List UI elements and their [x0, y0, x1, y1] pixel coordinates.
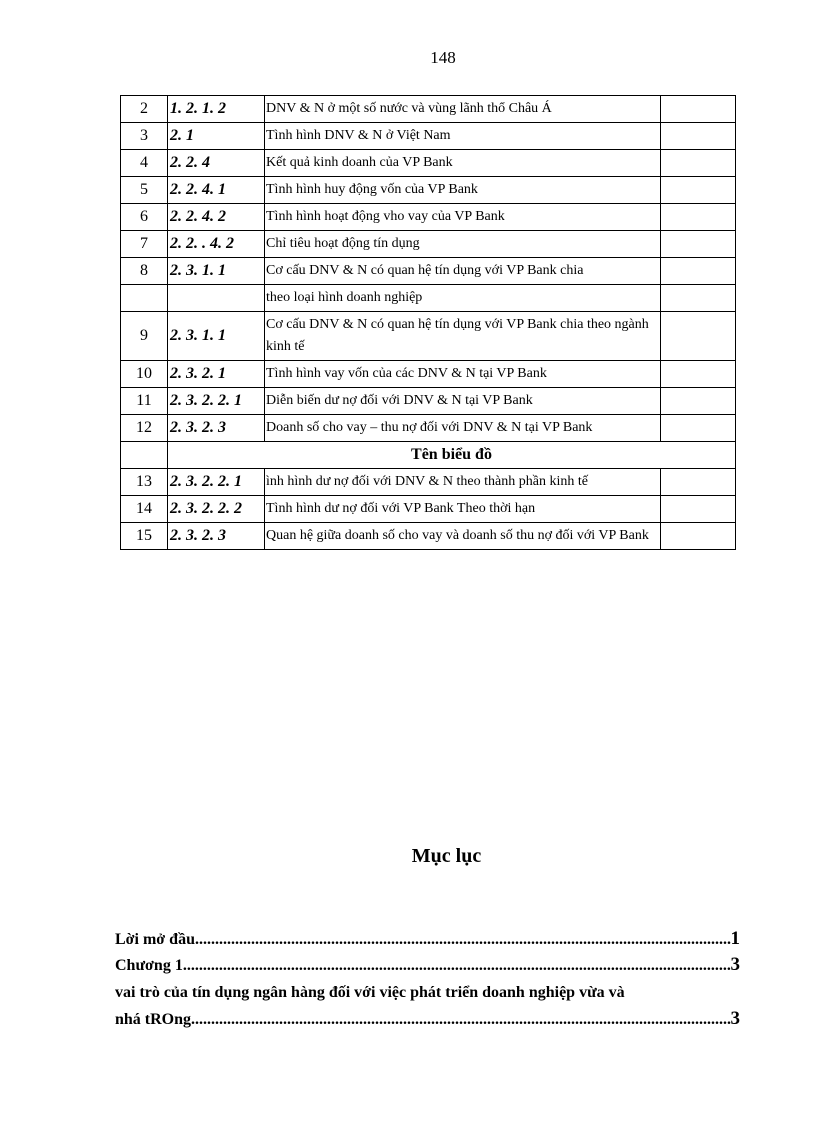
row-title: Chỉ tiêu hoạt động tín dụng: [265, 231, 661, 258]
row-number: 13: [121, 469, 168, 496]
table-row: [121, 415, 736, 442]
table-row: [121, 496, 736, 523]
row-empty-cell: [661, 204, 736, 231]
row-code: 1. 2. 1. 2: [168, 96, 265, 123]
row-title: Tình hình vay vốn của các DNV & N tại VP Bank: [265, 361, 661, 388]
row-code: 2. 1: [168, 123, 265, 150]
row-number: 9: [121, 312, 168, 361]
table-row: [121, 96, 736, 123]
row-code: 2. 2. 4. 2: [168, 204, 265, 231]
table-row: [121, 388, 736, 415]
row-number: 4: [121, 150, 168, 177]
table-row: [121, 150, 736, 177]
row-code: 2. 2. . 4. 2: [168, 231, 265, 258]
row-empty-cell: [661, 96, 736, 123]
row-number: 3: [121, 123, 168, 150]
section-header: Tên biểu đồ: [168, 442, 736, 469]
row-code: 2. 3. 2. 2. 1: [168, 469, 265, 496]
row-empty-cell: [661, 231, 736, 258]
row-empty-cell: [661, 415, 736, 442]
row-number: 5: [121, 177, 168, 204]
toc-entry-title: Lời mở đầu: [115, 931, 195, 948]
row-number: 8: [121, 258, 168, 285]
row-title: Cơ cấu DNV & N có quan hệ tín dụng với VP Bank chia theo ngành kinh tế: [265, 312, 661, 361]
row-code: 2. 3. 2. 3: [168, 415, 265, 442]
row-number: 6: [121, 204, 168, 231]
table-row: [121, 523, 736, 550]
row-title: Tình hình DNV & N ở Việt Nam: [265, 123, 661, 150]
toc-entry-title: Chương 1: [115, 957, 183, 974]
row-code: 2. 2. 4: [168, 150, 265, 177]
row-title: DNV & N ở một số nước và vùng lãnh thổ Châu Á: [265, 96, 661, 123]
row-code: [168, 285, 265, 312]
row-title: theo loại hình doanh nghiệp: [265, 285, 661, 312]
table-row: [121, 361, 736, 388]
row-number: 15: [121, 523, 168, 550]
toc-leader: [191, 1007, 730, 1033]
row-number: 2: [121, 96, 168, 123]
row-title: Diễn biến dư nợ đối với DNV & N tại VP Bank: [265, 388, 661, 415]
row-empty-cell: [661, 523, 736, 550]
table-row: [121, 231, 736, 258]
row-title: Tình hình hoạt động vho vay của VP Bank: [265, 204, 661, 231]
row-code: 2. 3. 2. 2. 2: [168, 496, 265, 523]
row-empty-cell: [661, 285, 736, 312]
row-code: 2. 2. 4. 1: [168, 177, 265, 204]
row-title: Kết quả kinh doanh của VP Bank: [265, 150, 661, 177]
row-title: Tình hình huy động vốn của VP Bank: [265, 177, 661, 204]
row-title: Cơ cấu DNV & N có quan hệ tín dụng với VP Bank chia: [265, 258, 661, 285]
row-code: 2. 3. 2. 3: [168, 523, 265, 550]
toc-entry-wrapped[interactable]: [115, 980, 740, 1032]
row-empty-cell: [661, 123, 736, 150]
row-number: [121, 285, 168, 312]
table-row: [121, 177, 736, 204]
table-row: [121, 204, 736, 231]
row-number: 14: [121, 496, 168, 523]
toc-leader: [195, 931, 731, 949]
toc-entry-title-line2: nhá tROng: [115, 1011, 192, 1028]
row-number: 12: [121, 415, 168, 442]
table-row: [121, 312, 736, 361]
toc-list: [115, 928, 740, 1032]
table-section-row: [121, 442, 736, 469]
page-number: 148: [430, 48, 456, 67]
row-code: 2. 3. 2. 1: [168, 361, 265, 388]
toc-entry[interactable]: [115, 928, 740, 954]
table-row: [121, 285, 736, 312]
row-empty-cell: [661, 258, 736, 285]
row-title: Doanh số cho vay – thu nợ đối với DNV & N tại VP Bank: [265, 415, 661, 442]
row-title: Tình hình dư nợ đối với VP Bank Theo thời hạn: [265, 496, 661, 523]
row-code: 2. 3. 1. 1: [168, 312, 265, 361]
toc-entry-page: 1: [730, 928, 740, 949]
row-code: 2. 3. 1. 1: [168, 258, 265, 285]
row-title: Quan hệ giữa doanh số cho vay và doanh số thu nợ đối với VP Bank: [265, 523, 661, 550]
row-number: 7: [121, 231, 168, 258]
row-code: 2. 3. 2. 2. 1: [168, 388, 265, 415]
toc-entry-page: 3: [730, 1008, 740, 1029]
row-empty-cell: [661, 469, 736, 496]
toc-entry[interactable]: [115, 954, 740, 980]
toc-entry-title-line1: vai trò của tín dụng ngân hàng đối với việc phát triển doanh nghiệp vừa và: [115, 984, 625, 1001]
toc-heading: Mục lục: [411, 845, 482, 867]
table-row: [121, 123, 736, 150]
row-number: 11: [121, 388, 168, 415]
toc-entry-page: 3: [730, 954, 740, 975]
row-empty-cell: [661, 496, 736, 523]
figure-list-table: [120, 95, 736, 550]
row-empty-cell: [661, 388, 736, 415]
toc-leader: [183, 957, 731, 975]
row-empty-cell: [661, 312, 736, 361]
row-title: ình hình dư nợ đối với DNV & N theo thành phần kinh tế: [265, 469, 661, 496]
table-row: [121, 469, 736, 496]
row-number: 10: [121, 361, 168, 388]
row-empty-cell: [661, 361, 736, 388]
row-empty-cell: [661, 150, 736, 177]
row-empty-cell: [661, 177, 736, 204]
table-row: [121, 258, 736, 285]
